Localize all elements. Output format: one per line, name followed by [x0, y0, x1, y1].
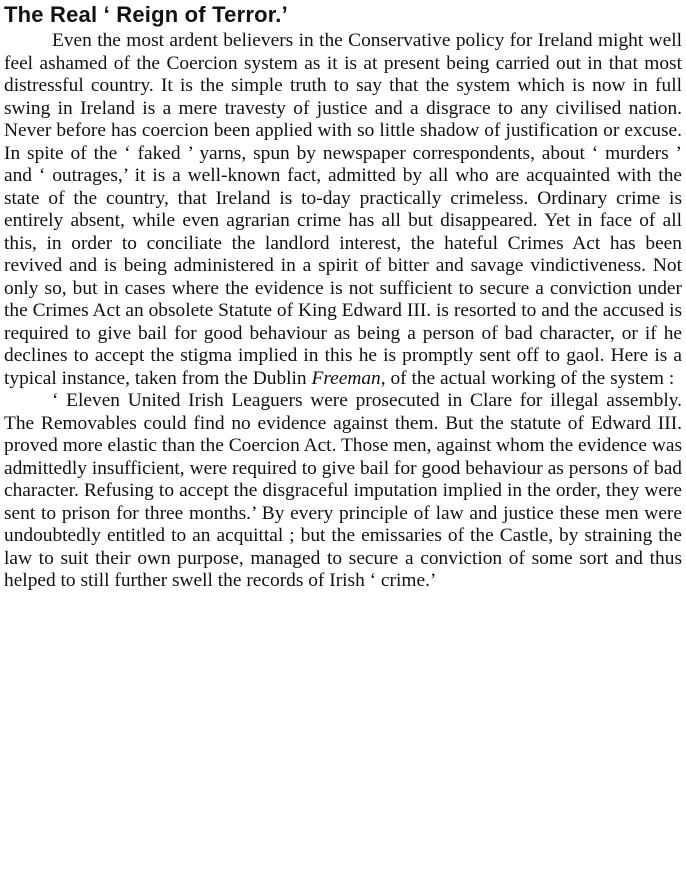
- paragraph-main-text: Even the most ardent believers in the Conservative policy for Ireland might well feel ashamed of the Coercion system as it is at present being carried out in that most distressful country. It is the simple truth to say that the system which is now in full swing in Ireland is a mere travesty of justice and a disgrace to any civilised nation. Never before has coercion been applied with so little shadow of justification or excuse. In spite of the ‘ faked ’ yarns, spun by newspaper correspondents, about ‘ murders ’ and ‘ outrages,’ it is a well-known fact, admitted by all who are acquainted with the state of the country, that Ireland is to-day practically crimeless. Ordinary crime is entirely absent, while even agrarian crime has all but disappeared. Yet in face of all this, in order to conciliate the landlord interest, the hateful Crimes Act has been revived and is being administered in a spirit of bitter and savage vindictiveness. Not only so, but in cases where the evidence is not sufficient to secure a conviction under the Crimes Act an obsolete Statute of King Edward III. is resorted to and the accused is required to give bail for good behaviour as being a person of bad character, or if he declines to accept the stigma implied in this he is promptly sent off to gaol. Here is a typical instance, taken from the Dublin: [4, 30, 682, 389]
- article-title: The Real ‘ Reign of Terror.’: [4, 2, 288, 27]
- article-body: [4, 30, 682, 593]
- article: [4, 0, 682, 885]
- paragraph-main: [4, 30, 682, 390]
- paragraph-main-tail: , of the actual working of the system :: [380, 367, 675, 389]
- quotation-paragraph: ‘ Eleven United Irish Leaguers were prosecuted in Clare for illegal assembly. The Removables could find no evidence against them. But the statute of Edward III. proved more elastic than the Coercion Act. Those men, against whom the evidence was admittedly insufficient, were required to give bail for good behaviour as persons of bad character. Refusing to accept the disgraceful imputation implied in the order, they were sent to prison for three months.’ By every principle of law and justice these men were undoubtedly entitled to an acquittal ; but the emissaries of the Castle, by straining the law to suit their own purpose, managed to secure a conviction of some sort and thus helped to still further swell the records of Irish ‘ crime.’: [4, 390, 682, 591]
- newspaper-name: Freeman: [311, 367, 381, 389]
